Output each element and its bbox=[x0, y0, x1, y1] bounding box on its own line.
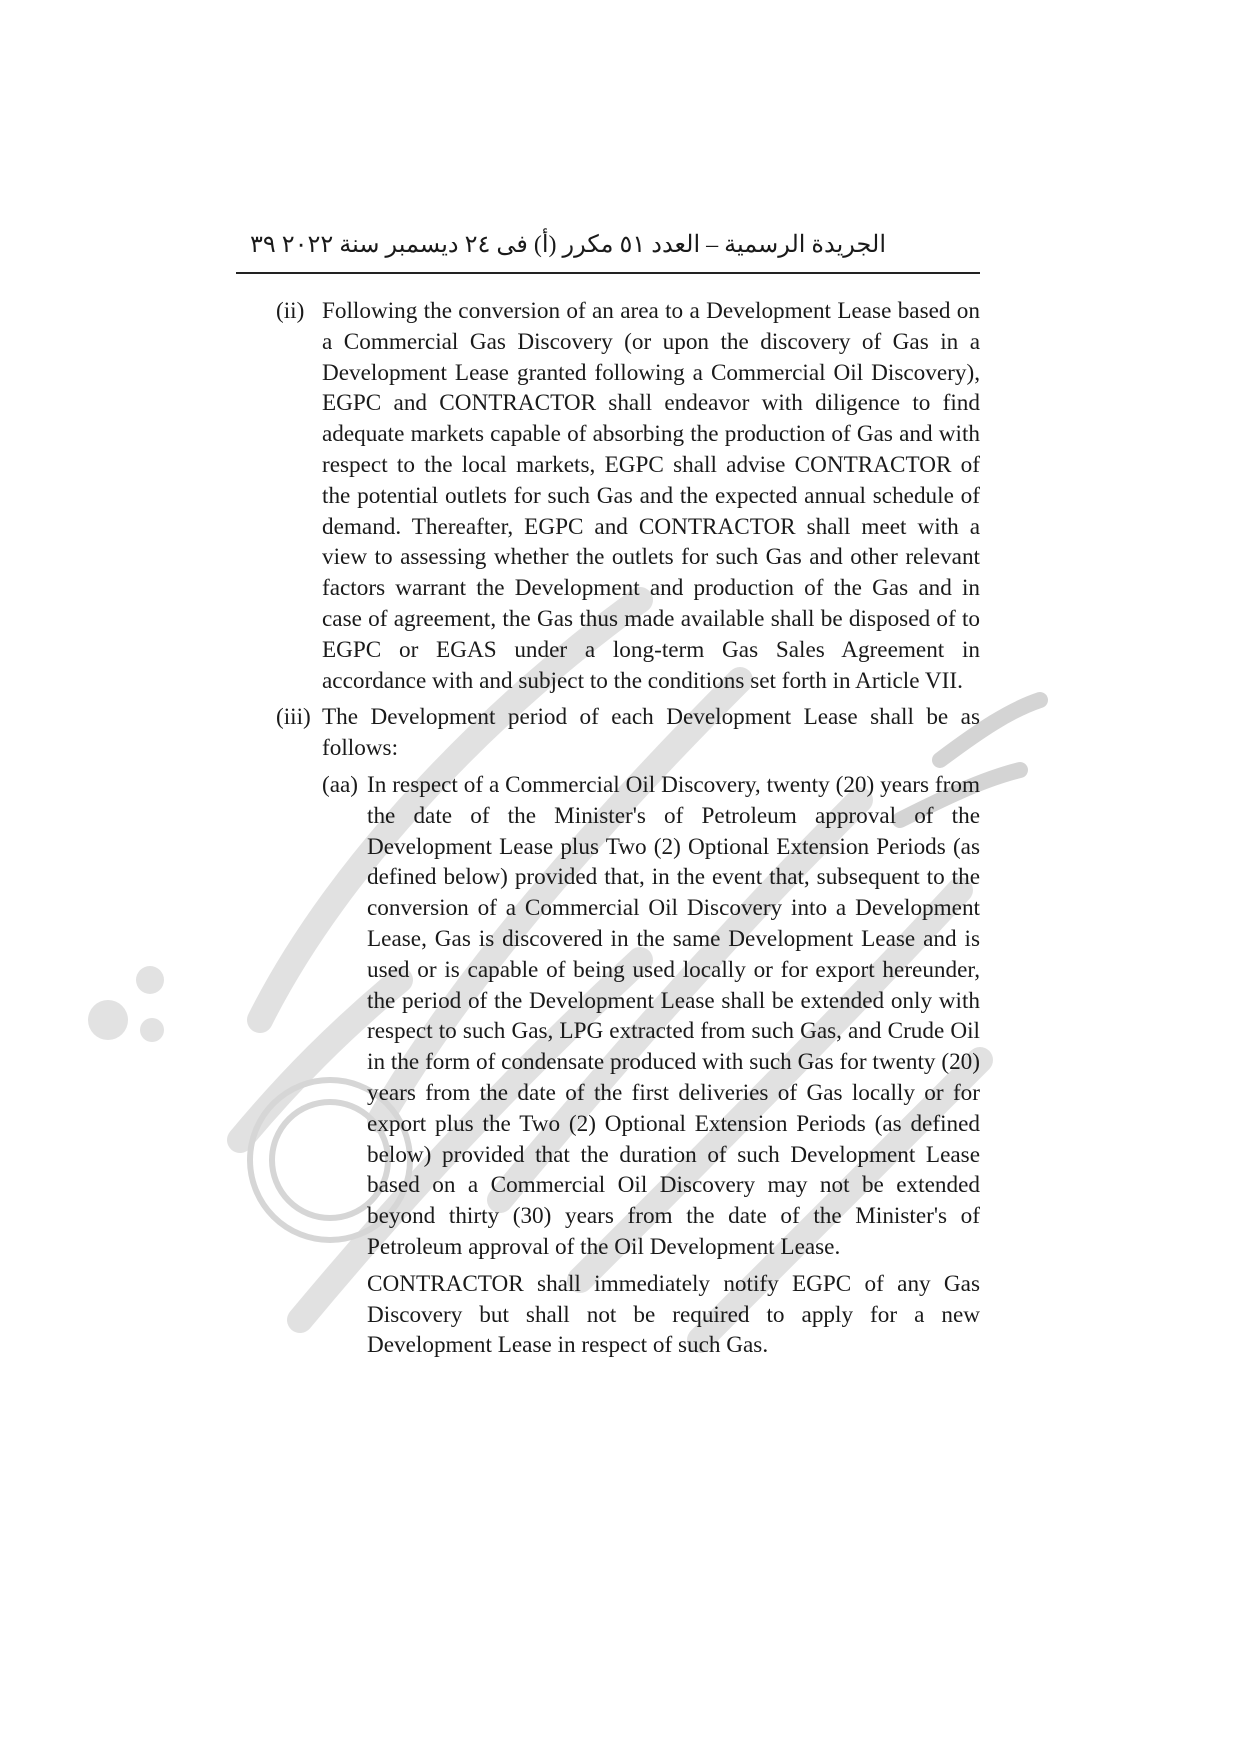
clause-marker: (iii) bbox=[276, 704, 311, 731]
article-body bbox=[276, 296, 980, 1361]
running-title: الجريدة الرسمية – العدد ٥١ مكرر (أ) فى ٢٤ ديسمبر سنة ٢٠٢٢ bbox=[281, 232, 886, 258]
subclause-continuation: CONTRACTOR shall immediately notify EGPC of any Gas Discovery but shall not be required to apply for a new Development Lease in respect of such Gas. bbox=[367, 1270, 980, 1359]
subclause-marker: (aa) bbox=[322, 771, 359, 798]
clause-marker: (ii) bbox=[276, 298, 305, 324]
clause-iii bbox=[276, 702, 980, 1361]
subclause-aa bbox=[322, 770, 980, 1263]
subclause-text: In respect of a Commercial Oil Discovery, twenty (20) years from the date of the Minister's of Petroleum approval of the Development Lease plus Two (2) Optional Extension Periods (as defined below) provided that, in the event that, subsequent to the conversion of a Commercial Oil Discovery into a Development Lease, Gas is discovered in the same Development Lease and is used or is capable of being used locally or for export hereunder, the period of the Development Lease shall be extended only with respect to such Gas, LPG extracted from such Gas, and Crude Oil in the form of condensate produced with such Gas for twenty (20) years from the date of the first deliveries of Gas locally or for export plus the Two (2) Optional Extension Periods (as defined below) provided that the duration of such Development Lease based on a Commercial Oil Discovery may not be extended beyond thirty (30) years from the date of the Minister's of Petroleum approval of the Oil Development Lease. bbox=[367, 771, 980, 1260]
page-number: ٣٩ bbox=[250, 232, 276, 258]
clause-ii bbox=[276, 296, 980, 696]
page-header bbox=[236, 226, 980, 270]
header-divider bbox=[236, 272, 980, 274]
clause-text: Following the conversion of an area to a Development Lease based on a Commercial Gas Discovery (or upon the discovery of Gas in a Development Lease granted following a Commercial Oil Discovery), EGPC and CONTRACTOR shall endeavor with diligence to find adequate markets capable of absorbing the production of Gas and with respect to the local markets, EGPC shall advise CONTRACTOR of the potential outlets for such Gas and the expected annual schedule of demand. Thereafter, EGPC and CONTRACTOR shall meet with a view to assessing whether the outlets for such Gas and other relevant factors warrant the Development and production of the Gas and in case of agreement, the Gas thus made available shall be disposed of to EGPC or EGAS under a long-term Gas Sales Agreement in accordance with and subject to the conditions set forth in Article VII. bbox=[322, 298, 980, 694]
clause-text: The Development period of each Development Lease shall be as follows: bbox=[322, 704, 980, 762]
